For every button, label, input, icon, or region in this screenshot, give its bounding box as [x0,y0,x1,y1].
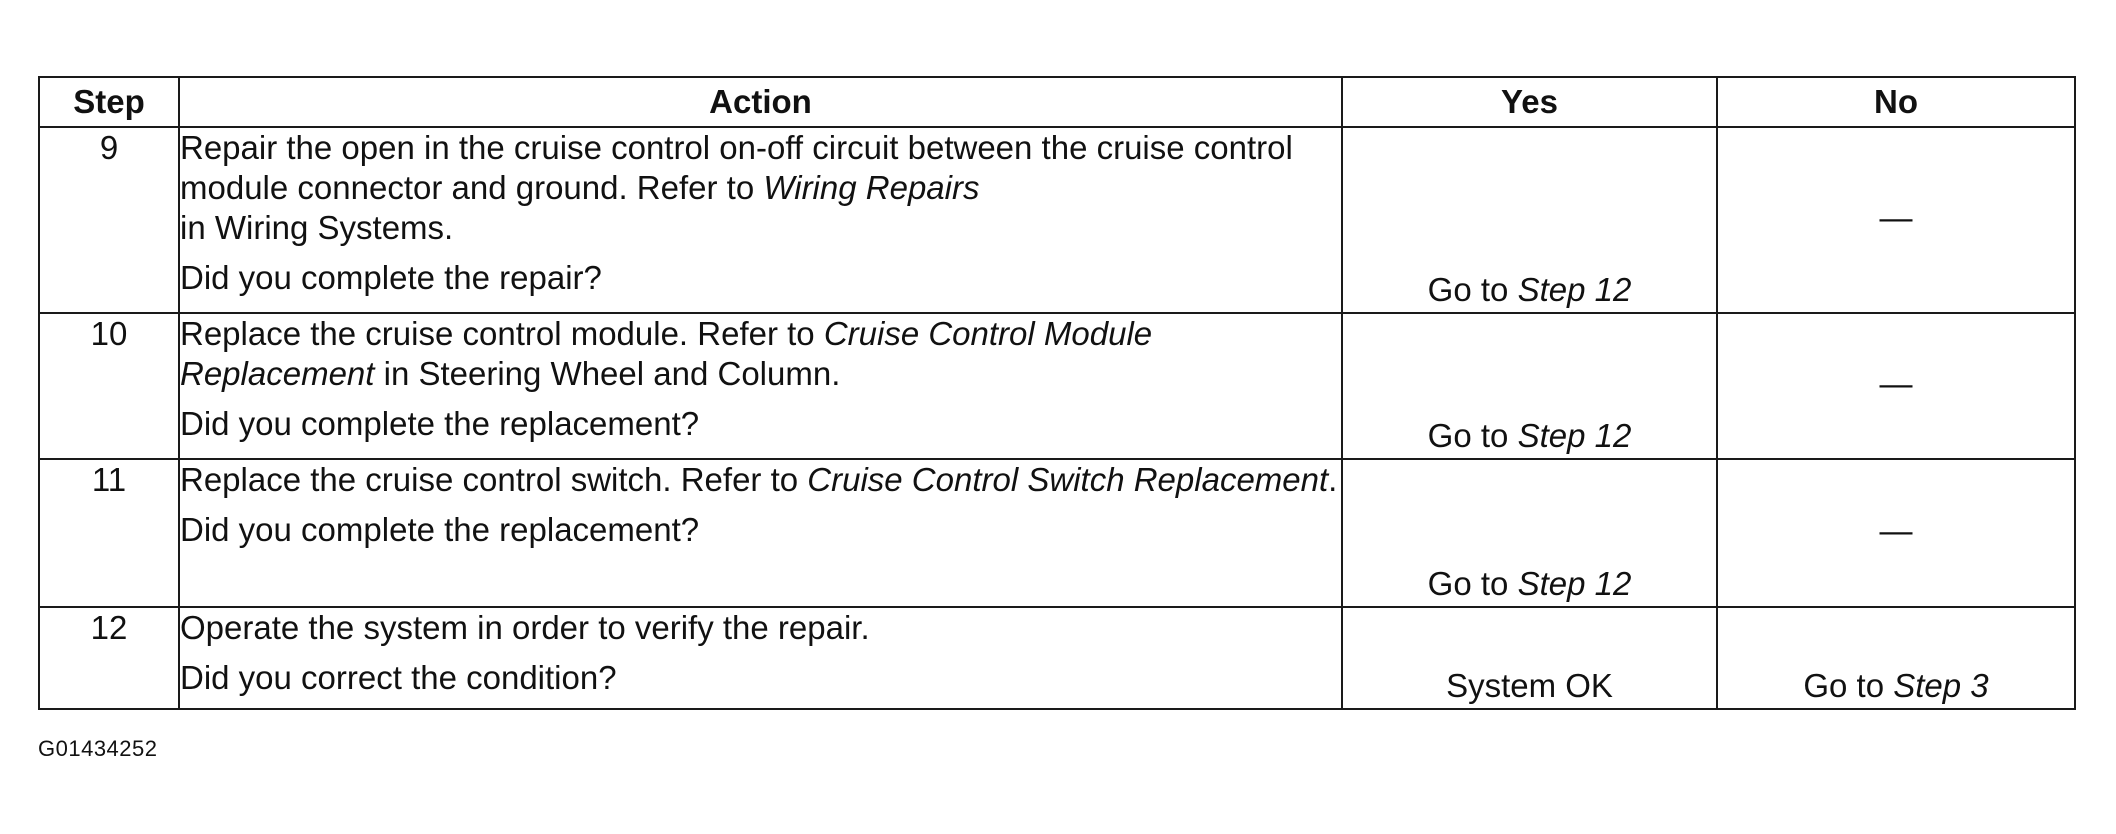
step-number: 12 [39,607,179,709]
diagnostic-table [38,76,2076,710]
goto-prefix: Go to [1427,565,1518,602]
no-cell [1717,459,2075,607]
step-reference: Step 12 [1517,417,1632,454]
step-reference: Step 12 [1517,565,1632,602]
table-header-row [39,77,2075,127]
action-reference: Wiring Repairs [763,169,980,206]
yes-result [1343,416,1716,456]
no-result-dash: — [1879,512,1913,549]
yes-cell [1342,313,1717,459]
no-cell [1717,607,2075,709]
table-row [39,607,2075,709]
table-row [39,127,2075,313]
action-cell [179,313,1342,459]
action-text-segment: in Wiring Systems. [180,209,454,246]
table-row [39,459,2075,607]
step-number: 11 [39,459,179,607]
figure-id: G01434252 [38,736,158,761]
header-action: Action [179,77,1342,127]
action-instruction [180,128,1341,248]
action-text-segment: in Steering Wheel and Column. [374,355,841,392]
step-number: 10 [39,313,179,459]
header-step: Step [39,77,179,127]
goto-prefix: Go to [1427,271,1518,308]
action-question: Did you complete the repair? [180,259,602,296]
action-instruction [180,460,1341,500]
action-instruction [180,314,1341,394]
step-reference: Step 12 [1517,271,1632,308]
action-cell [179,127,1342,313]
action-question: Did you complete the replacement? [180,405,700,442]
goto-prefix: Go to [1803,667,1894,704]
action-text-segment: Operate the system in order to verify the repair. [180,609,870,646]
no-cell [1717,313,2075,459]
yes-cell [1342,607,1717,709]
action-text-segment: Repair the open in the cruise control on-off circuit between the cruise control module connector and ground. Refer to [180,129,1293,206]
action-cell [179,607,1342,709]
no-result-dash: — [1879,365,1913,402]
goto-prefix: Go to [1427,417,1518,454]
step-reference: Step 3 [1893,667,1989,704]
no-cell [1717,127,2075,313]
action-reference: Cruise Control Module Replacement [180,315,1153,392]
action-reference: Cruise Control Switch Replacement [807,461,1329,498]
yes-result: System OK [1446,667,1613,704]
action-text-segment: Replace the cruise control switch. Refer to [180,461,808,498]
action-text-segment: Replace the cruise control module. Refer to [180,315,824,352]
step-number: 9 [39,127,179,313]
action-question: Did you complete the replacement? [180,511,700,548]
header-yes: Yes [1342,77,1717,127]
action-question: Did you correct the condition? [180,659,617,696]
action-text-segment: . [1328,461,1338,498]
yes-result [1343,564,1716,604]
action-instruction [180,608,1341,648]
yes-cell [1342,459,1717,607]
no-result-dash: — [1879,199,1913,236]
diagnostic-table-container [38,76,2074,710]
yes-cell [1342,127,1717,313]
no-result [1718,666,2074,706]
header-no: No [1717,77,2075,127]
table-row [39,313,2075,459]
yes-result [1343,270,1716,310]
action-cell [179,459,1342,607]
